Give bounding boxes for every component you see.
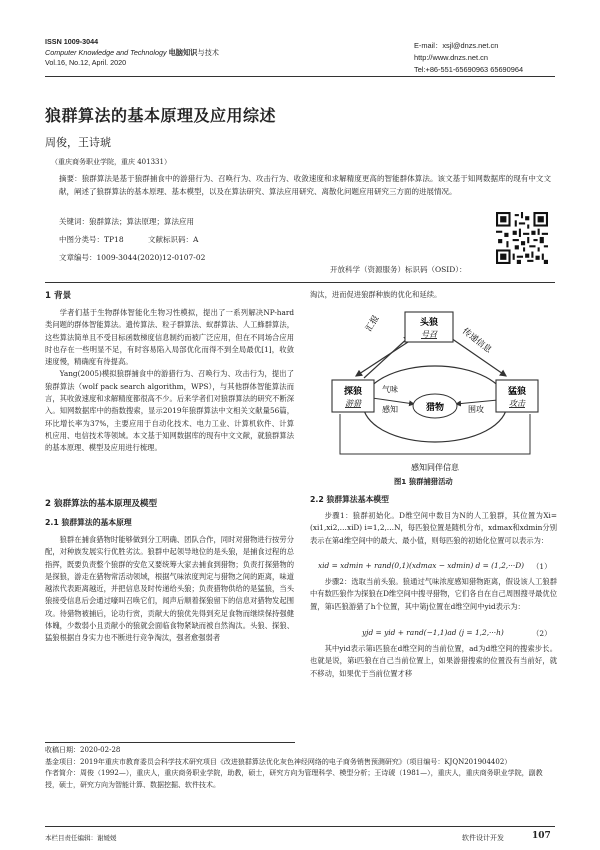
paragraph: 步骤2：选取当前头狼。狼通过气味浓度感知猎物距离，假设该人工狼群中有数匹狼作为探狼在D维空间中搜寻猎物，它们各自在自己周围搜寻最优位置，第i匹狼游猎了h个位置，其中第j位置在d维空间中yid表示为： [310, 577, 557, 611]
share-info-bracket [340, 414, 530, 454]
article-title: 狼群算法的基本原理及应用综述 [45, 106, 277, 125]
paragraph: 学者们基于生物群体智能化生物习性模拟，提出了一系列解决NP-hard类问题的群体智能算法。遗传算法、粒子群算法、蚁群算法、人工蜂群算法，这些算法简单且不受目标函数梯度信息制约而被广泛应用，但在不同场合应用时也存在一些明显不足，有时容易陷入局部优化而得不到全局最优[1]，收敛速度慢，精确度有待提高。 [45, 308, 294, 367]
section-2-1-body [45, 534, 294, 645]
meta-rule [45, 282, 555, 283]
label-sense: 感知 [382, 405, 398, 414]
issn: ISSN 1009-3044 [45, 37, 99, 46]
label-surround: 围攻 [468, 405, 484, 414]
email: E-mail：xsjl@dnzs.net.cn [414, 41, 499, 50]
figure-caption: 图1 狼群捕猎活动 [394, 477, 453, 486]
section-2-2-body [310, 510, 557, 547]
fierce-wolf-label: 猛狼 [507, 387, 527, 397]
journal-name: Computer Knowledge and Technology 电脑知识与技术 [45, 47, 219, 57]
affiliation: （重庆商务职业学院，重庆 401331） [51, 158, 171, 166]
label-share-info: 感知同伴信息 [411, 463, 459, 472]
head-wolf-sub: 号召 [421, 330, 437, 339]
section-2-2-step2 [310, 576, 557, 613]
document-code: 文献标识码：A [148, 235, 199, 244]
fund-info: 基金项目：2019年重庆市教育委员会科学技术研究项目《改进狼群算法优化灰色神经网络的电子商务销售预测研究》（项目编号：KJQN201904402） [45, 757, 512, 766]
received-date: 收稿日期：2020-02-28 [45, 746, 121, 754]
section-2-2-step2-cont [310, 643, 557, 680]
journal-header [45, 37, 219, 69]
header-rule [45, 76, 555, 77]
prey-label: 猎物 [425, 403, 445, 413]
head-wolf-label: 头狼 [419, 318, 439, 328]
paragraph: Yang(2005)模拟狼群捕食中的游猎行为、召唤行为、攻击行为，提出了狼群算法（wolf pack search algorithm，WPS），与其他群体智能算法而言，其收敛速度和求解精度都很高不少。后来学者们对狼群算法的研究不断深入。知网数据库中的指数搜索，显示2019年狼群算法中文相关文献量56篇，环比增长率为37%，主要应用于自动化技术、电力工业、计算机软件、计算机应用、电信技术等领域。本文基于知网数据库的现有中文文献，就狼群算法的基本原理、模型及应用进行梳理。 [45, 369, 294, 453]
equation-1-number: （1） [532, 562, 552, 571]
journal-contact [414, 40, 523, 76]
section-2-title: 2 狼群算法的基本原理及模型 [45, 499, 158, 509]
right-col-continuation [310, 289, 557, 301]
wolf-hunting-diagram [310, 304, 557, 480]
section-1-title: 1 背景 [45, 291, 72, 301]
article-number: 文章编号：1009-3044(2020)12-0107-02 [59, 253, 206, 262]
section-name: 软件设计开发 [462, 835, 504, 842]
qr-code [496, 212, 548, 264]
equation-2-number: （2） [532, 629, 552, 638]
tel: Tel:+86-551-65690963 65690964 [414, 65, 524, 74]
paragraph: 狼群在捕食猎物时能够做到分工明确、团队合作，同时对猎物进行按劳分配，对种族发展实行优胜劣汰。狼群中起领导地位的是头狼，是捕食过程的总指挥，既要负责整个狼群的安危又要统筹大家去捕食到猎物；负责打探猎物的是探狼，游走在猎物常活动领域，根据气味浓度判定与猎物之间的距离，味道越浓代表距离越近，并把信息及时传递给头狼；负责猎物供给的是猛狼，当头狼接受信息后会通过嚎叫召唤它们，闻声后顺着探狼留下的信息对猎物发起围攻。待猎物被捕后，论功行赏，贡献大的狼优先得到充足食物而继续保持强健体魄，少数弱小且贡献小的狼就会面临食物紧缺而被自然淘汰。头狼、探狼、猛狼根据自身实力也不断进行竞争淘汰，强者愈强弱者 [45, 535, 294, 643]
abstract: 摘要：狼群算法是基于狼群捕食中的游猎行为、召唤行为、攻击行为、收敛速度和求解精度更高的智能群体算法。该文基于知网数据库的现有中文文献，阐述了狼群算法的基本原理、基本模型，以及在算法研究、算法应用研究、离散化问题应用研究三方面的进展情况。 [59, 174, 552, 196]
keywords: 关键词：狼群算法；算法原理；算法应用 [59, 217, 194, 226]
paragraph: 淘汰，进而促进狼群种族的优化和延续。 [310, 290, 442, 299]
label-report: 汇报 [364, 313, 382, 334]
equation-1: xid = xdmin + rand(0,1)(xdmax − xdmin) d = (1,2,···D) [318, 561, 525, 570]
footnotes [45, 745, 555, 791]
arrow-attack [456, 400, 498, 404]
scout-wolf-label: 探狼 [343, 387, 363, 397]
arrow-scout-to-head [364, 336, 410, 378]
footnote-rule [45, 742, 295, 743]
section-2-1-title: 2.1 狼群算法的基本原理 [45, 518, 132, 527]
arrow-smell [372, 398, 414, 404]
paragraph: 步骤1：狼群初始化。D维空间中数目为N的人工狼群，其位置为Xi=(xi1,xi2,…xiD) i=1,2,…N，每匹狼位置是随机分布，xdmax和xdmin分别表示在第d维空间中的最大、最小值，则每匹狼的初始化位置可以表示为： [310, 511, 557, 545]
website: http://www.dnzs.net.cn [414, 53, 488, 62]
scout-wolf-sub: 游猎 [345, 399, 361, 408]
label-transmit-info: 传递信息 [460, 326, 494, 356]
label-smell: 气味 [382, 385, 398, 394]
equation-2: yjd = yid + rand(−1,1)ad (j = 1,2,···h) [362, 628, 504, 637]
section-editor: 本栏目责任编辑：谢媛媛 [45, 834, 117, 842]
section-1-body [45, 307, 294, 455]
section-2-2-title: 2.2 狼群算法基本模型 [310, 495, 389, 504]
osid-label: 开放科学（资源服务）标识码（OSID）： [330, 265, 467, 274]
page-number: 107 [532, 831, 551, 841]
authors: 周俊，王诗琥 [45, 136, 111, 149]
author-bio: 作者简介：周俊（1992—），重庆人，重庆商务职业学院，助教，硕士，研究方向为管理科学、模型分析；王诗琥（1981—），重庆人，重庆商务职业学院，副教授，硕士，研究方向为智能计算、数据挖掘、软件技术。 [45, 769, 543, 789]
footer-rule [45, 826, 555, 827]
clc-number: 中图分类号：TP18 [59, 235, 124, 244]
paragraph: 其中yid表示第i匹狼在d维空间的当前位置，ad为d维空间的搜索步长。也就是说，第i匹狼在自己当前位置上，如果游猎搜索的位置没有当前好，就不移动，如果优于当前位置才移 [310, 644, 557, 678]
volume: Vol.16, No.12, April. 2020 [45, 58, 127, 67]
fierce-wolf-sub: 攻击 [509, 399, 525, 408]
